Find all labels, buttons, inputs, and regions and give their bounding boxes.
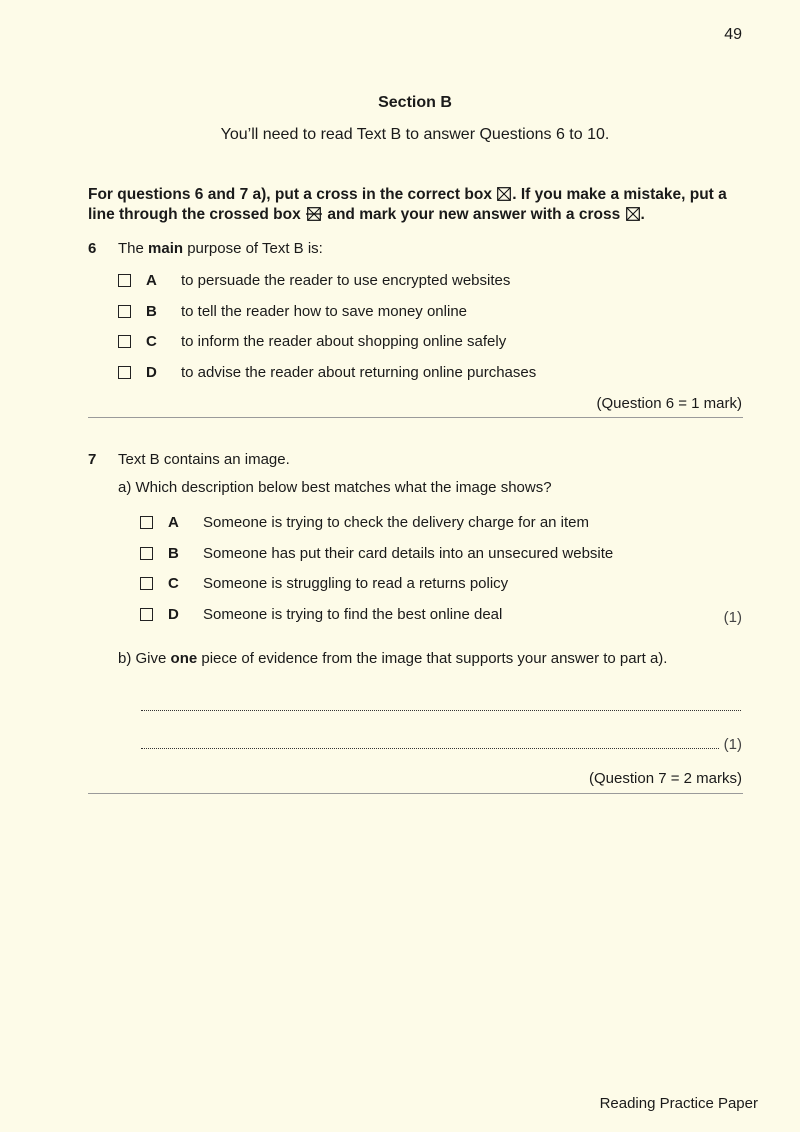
q6-option-c-text: to inform the reader about shopping online safely xyxy=(181,332,507,350)
q6-option-b-letter: B xyxy=(146,302,157,320)
q6-option-d-letter: D xyxy=(146,363,157,381)
question-7-text: Text B contains an image. xyxy=(118,451,290,468)
q6-text-before: The xyxy=(118,240,144,257)
q7a-option-c-text: Someone is struggling to read a returns policy xyxy=(203,574,509,592)
instructions xyxy=(88,185,748,225)
q6-option-b-text: to tell the reader how to save money online xyxy=(181,302,468,320)
question-7b-prompt xyxy=(118,650,667,667)
section-title: Section B xyxy=(378,94,452,111)
question-7a-mark: (1) xyxy=(723,609,742,626)
q7b-text-before: Give xyxy=(135,650,167,667)
q7a-text: Which description below best matches what the image shows? xyxy=(135,479,552,496)
q7a-option-c-checkbox[interactable] xyxy=(140,577,153,590)
q7a-option-a[interactable] xyxy=(140,512,589,532)
question-7-marks: (Question 7 = 2 marks) xyxy=(589,770,742,787)
instructions-text-3: and mark your new answer with a cross xyxy=(327,206,621,223)
divider xyxy=(88,793,743,794)
question-7a-prompt xyxy=(118,479,552,496)
q7b-text-bold: one xyxy=(170,650,198,667)
q7a-option-b-checkbox[interactable] xyxy=(140,547,153,560)
q6-option-c[interactable] xyxy=(118,331,506,351)
q6-text-bold: main xyxy=(148,240,184,257)
q6-option-b[interactable] xyxy=(118,301,467,321)
q7b-label: b) xyxy=(118,650,132,667)
q6-option-d-checkbox[interactable] xyxy=(118,366,131,379)
question-6-marks: (Question 6 = 1 mark) xyxy=(596,395,742,412)
crossed-box-icon xyxy=(626,207,640,221)
q7a-option-d-checkbox[interactable] xyxy=(140,608,153,621)
q7a-option-c-letter: C xyxy=(168,574,179,592)
section-subtitle: You’ll need to read Text B to answer Questions 6 to 10. xyxy=(220,126,610,143)
struck-crossed-box-icon xyxy=(306,207,322,221)
q7a-option-c[interactable] xyxy=(140,573,508,593)
q7a-option-b[interactable] xyxy=(140,543,613,563)
q6-option-d-text: to advise the reader about returning online purchases xyxy=(181,363,537,381)
q7a-option-d[interactable] xyxy=(140,604,502,624)
q7a-option-b-text: Someone has put their card details into an unsecured website xyxy=(203,544,614,562)
q7a-option-a-checkbox[interactable] xyxy=(140,516,153,529)
crossed-box-icon xyxy=(497,187,511,201)
answer-line-2[interactable] xyxy=(141,748,719,749)
q6-option-b-checkbox[interactable] xyxy=(118,305,131,318)
instructions-text-2: . If you make a mistake, put a line through the crossed box xyxy=(88,186,727,223)
page-number: 49 xyxy=(724,26,742,43)
q6-option-a[interactable] xyxy=(118,270,510,290)
question-7-number: 7 xyxy=(88,451,97,468)
q7a-option-b-letter: B xyxy=(168,544,179,562)
question-6-text xyxy=(118,240,323,257)
q7a-option-d-letter: D xyxy=(168,605,179,623)
instructions-text-4: . xyxy=(640,206,645,223)
q6-option-c-checkbox[interactable] xyxy=(118,335,131,348)
footer-title: Reading Practice Paper xyxy=(599,1095,758,1112)
q6-option-a-checkbox[interactable] xyxy=(118,274,131,287)
answer-line-1[interactable] xyxy=(141,710,741,711)
q6-option-c-letter: C xyxy=(146,332,157,350)
q6-option-d[interactable] xyxy=(118,362,536,382)
q6-text-after: purpose of Text B is: xyxy=(187,240,323,257)
instructions-text-1: For questions 6 and 7 a), put a cross in the correct box xyxy=(88,186,492,203)
question-7b-mark: (1) xyxy=(723,736,742,753)
q7a-option-a-text: Someone is trying to check the delivery charge for an item xyxy=(203,513,590,531)
q7a-option-d-text: Someone is trying to find the best online deal xyxy=(203,605,503,623)
q7a-label: a) xyxy=(118,479,132,496)
q7a-option-a-letter: A xyxy=(168,513,179,531)
q6-option-a-letter: A xyxy=(146,271,157,289)
question-6-number: 6 xyxy=(88,240,97,257)
q6-option-a-text: to persuade the reader to use encrypted websites xyxy=(181,271,511,289)
q7b-text-after: piece of evidence from the image that supports your answer to part a). xyxy=(201,650,668,667)
divider xyxy=(88,417,743,418)
